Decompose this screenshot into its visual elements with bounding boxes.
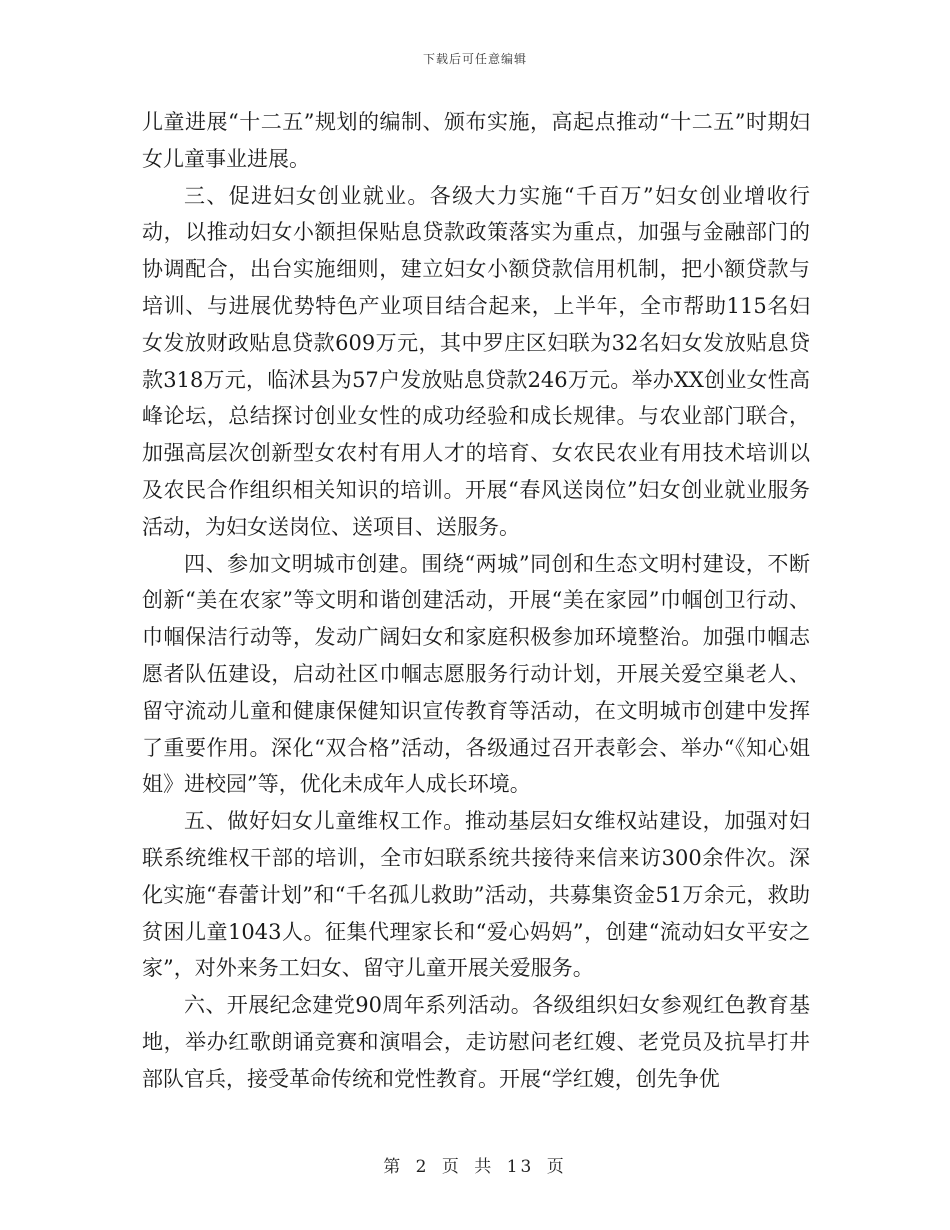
page-number-footer: 第 2 页 共 13 页: [383, 1157, 567, 1177]
header-note: 下载后可任意编辑: [422, 52, 527, 66]
paragraph-section-4: 四、参加文明城市创建。围绕“两城”同创和生态文明村建设，不断创新“美在农家”等文明和谐创建活动，开展“美在家园”巾帼创卫行动、巾帼保洁行动等，发动广阔妇女和家庭积极参加环境整治。加强巾帼志愿者队伍建设，启动社区巾帼志愿服务行动计划，开展关爱空巢老人、留守流动儿童和健康保健知识宣传教育等活动，在文明城市创建中发挥了重要作用。深化“双合格”活动，各级通过召开表彰会、举办“《知心姐姐》进校园”等，优化未成年人成长环境。: [142, 551, 810, 797]
document-body: [142, 104, 810, 1098]
paragraph-continuation: 儿童进展“十二五”规划的编制、颁布实施，高起点推动“十二五”时期妇女儿童事业进展。: [142, 110, 810, 171]
paragraph-section-3: 三、促进妇女创业就业。各级大力实施“千百万”妇女创业增收行动，以推动妇女小额担保贴息贷款政策落实为重点，加强与金融部门的协调配合，出台实施细则，建立妇女小额贷款信用机制，把小额贷款与培训、与进展优势特色产业项目结合起来，上半年，全市帮助115名妇女发放财政贴息贷款609万元，其中罗庄区妇联为32名妇女发放贴息贷款318万元，临沭县为57户发放贴息贷款246万元。举办XX创业女性高峰论坛，总结探讨创业女性的成功经验和成长规律。与农业部门联合，加强高层次创新型女农村有用人才的培育、女农民农业有用技术培训以及农民合作组织相关知识的培训。开展“春风送岗位”妇女创业就业服务活动，为妇女送岗位、送项目、送服务。: [142, 183, 810, 539]
paragraph-section-6: 六、开展纪念建党90周年系列活动。各级组织妇女参观红色教育基地，举办红歌朗诵竞赛和演唱会，走访慰问老红嫂、老党员及抗旱打井部队官兵，接受革命传统和党性教育。开展“学红嫂，创先争优: [142, 993, 810, 1091]
paragraph-section-5: 五、做好妇女儿童维权工作。推动基层妇女维权站建设，加强对妇联系统维权干部的培训，全市妇联系统共接待来信来访300余件次。深化实施“春蕾计划”和“千名孤儿救助”活动，共募集资金51万余元，救助贫困儿童1043人。征集代理家长和“爱心妈妈”，创建“流动妇女平安之家”，对外来务工妇女、留守儿童开展关爱服务。: [142, 809, 810, 981]
